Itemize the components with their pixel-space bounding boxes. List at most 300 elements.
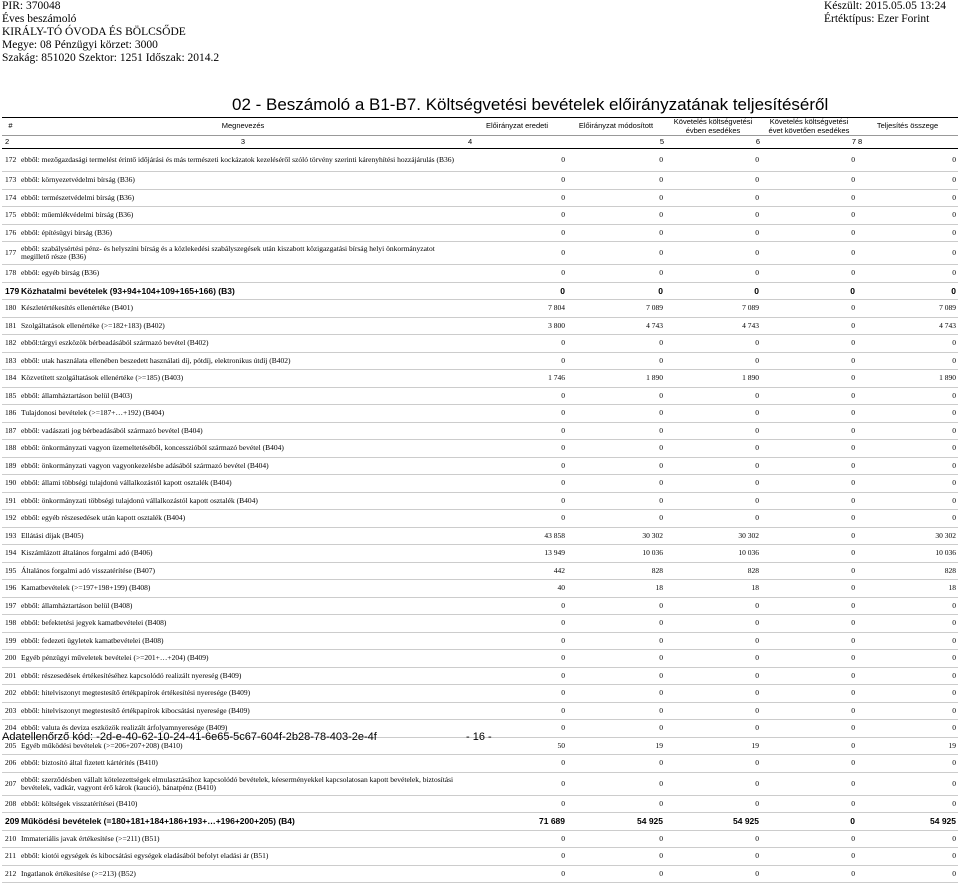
value-modified: 7 089 xyxy=(567,300,665,318)
value-fulfilled: 0 xyxy=(857,475,958,493)
value-receivable-next: 0 xyxy=(761,422,857,440)
value-fulfilled: 828 xyxy=(857,562,958,580)
row-name: ebből: természetvédelmi bírság (B36) xyxy=(19,189,467,207)
row-code: 185 xyxy=(2,387,19,405)
value-original: 0 xyxy=(467,685,567,703)
table-row xyxy=(2,405,958,423)
table-row xyxy=(2,370,958,388)
value-fulfilled: 0 xyxy=(857,632,958,650)
value-receivable-current: 0 xyxy=(665,242,761,265)
row-name: ebből: kiotói egységek és kibocsátási egységek eladásából befolyt eladási ár (B51) xyxy=(19,848,467,866)
value-fulfilled: 0 xyxy=(857,597,958,615)
value-fulfilled: 30 302 xyxy=(857,527,958,545)
value-fulfilled: 0 xyxy=(857,335,958,353)
value-receivable-next: 0 xyxy=(761,352,857,370)
value-fulfilled: 0 xyxy=(857,265,958,283)
table-row xyxy=(2,317,958,335)
created-timestamp: Készült: 2015.05.05 13:24 xyxy=(823,0,946,12)
table-row xyxy=(2,813,958,831)
table-row xyxy=(2,457,958,475)
row-name: ebből: fedezeti ügyletek kamatbevételei (B408) xyxy=(19,632,467,650)
value-original: 0 xyxy=(467,457,567,475)
value-receivable-current: 0 xyxy=(665,282,761,300)
value-fulfilled: 0 xyxy=(857,702,958,720)
value-original: 7 804 xyxy=(467,300,567,318)
value-fulfilled: 0 xyxy=(857,755,958,773)
value-receivable-next: 0 xyxy=(761,172,857,190)
row-code: 181 xyxy=(2,317,19,335)
row-name: ebből: vadászati jog bérbeadásából származó bevétel (B404) xyxy=(19,422,467,440)
value-original: 0 xyxy=(467,265,567,283)
row-code: 205 xyxy=(2,737,19,755)
value-original: 71 689 xyxy=(467,813,567,831)
value-receivable-current: 0 xyxy=(665,650,761,668)
value-receivable-current: 7 089 xyxy=(665,300,761,318)
value-original: 1 746 xyxy=(467,370,567,388)
value-original: 0 xyxy=(467,650,567,668)
table-row xyxy=(2,562,958,580)
value-fulfilled: 0 xyxy=(857,510,958,528)
value-modified: 0 xyxy=(567,224,665,242)
value-fulfilled: 0 xyxy=(857,242,958,265)
value-modified: 0 xyxy=(567,848,665,866)
table-row xyxy=(2,848,958,866)
table-row xyxy=(2,510,958,528)
value-fulfilled: 0 xyxy=(857,772,958,795)
value-modified: 0 xyxy=(567,615,665,633)
report-type: Éves beszámoló xyxy=(2,13,77,25)
report-header-left xyxy=(2,0,219,65)
value-modified: 0 xyxy=(567,405,665,423)
value-modified: 0 xyxy=(567,685,665,703)
value-receivable-next: 0 xyxy=(761,405,857,423)
value-receivable-current: 0 xyxy=(665,422,761,440)
row-code: 172 xyxy=(2,149,19,172)
table-row xyxy=(2,545,958,563)
pir-line: PIR: 370048 xyxy=(2,0,61,12)
value-receivable-next: 0 xyxy=(761,510,857,528)
value-receivable-current: 0 xyxy=(665,492,761,510)
table-row xyxy=(2,650,958,668)
value-original: 0 xyxy=(467,632,567,650)
value-receivable-current: 0 xyxy=(665,720,761,738)
value-receivable-current: 0 xyxy=(665,335,761,353)
value-modified: 0 xyxy=(567,650,665,668)
value-receivable-current: 0 xyxy=(665,405,761,423)
row-code: 204 xyxy=(2,720,19,738)
table-row xyxy=(2,597,958,615)
row-name: ebből: műemlékvédelmi bírság (B36) xyxy=(19,207,467,225)
report-header-right xyxy=(824,0,946,26)
table-row xyxy=(2,527,958,545)
table-row xyxy=(2,830,958,848)
value-fulfilled: 0 xyxy=(857,149,958,172)
value-modified: 0 xyxy=(567,189,665,207)
row-name: ebből: hitelviszonyt megtestesítő értékpapírok értékesítési nyeresége (B409) xyxy=(19,685,467,703)
row-code: 202 xyxy=(2,685,19,703)
value-receivable-next: 0 xyxy=(761,650,857,668)
page-title: 02 - Beszámoló a B1-B7. Költségvetési bevételek előirányzatának teljesítéséről xyxy=(232,95,829,114)
value-receivable-current: 0 xyxy=(665,755,761,773)
value-modified: 0 xyxy=(567,667,665,685)
value-receivable-next: 0 xyxy=(761,795,857,813)
row-code: 173 xyxy=(2,172,19,190)
row-code: 182 xyxy=(2,335,19,353)
value-receivable-next: 0 xyxy=(761,865,857,883)
verification-code: Adatellenőrző kód: -2d-e-40-62-10-24-41-6e65-5c67-604f-2b28-78-403-2e-4f xyxy=(2,731,377,743)
value-receivable-next: 0 xyxy=(761,440,857,458)
value-modified: 0 xyxy=(567,440,665,458)
value-receivable-next: 0 xyxy=(761,667,857,685)
value-receivable-current: 0 xyxy=(665,848,761,866)
value-receivable-current: 10 036 xyxy=(665,545,761,563)
value-modified: 0 xyxy=(567,865,665,883)
value-receivable-current: 0 xyxy=(665,149,761,172)
table-row xyxy=(2,475,958,493)
row-code: 179 xyxy=(2,282,19,300)
row-name: ebből: valuta és deviza eszközök realizált árfolyamnyeresége (B409) xyxy=(19,720,467,738)
value-fulfilled: 54 925 xyxy=(857,813,958,831)
value-fulfilled: 0 xyxy=(857,492,958,510)
value-original: 3 800 xyxy=(467,317,567,335)
table-row xyxy=(2,282,958,300)
value-receivable-current: 0 xyxy=(665,352,761,370)
value-modified: 0 xyxy=(567,597,665,615)
col-number: 4 xyxy=(467,136,567,149)
row-code: 175 xyxy=(2,207,19,225)
value-receivable-next: 0 xyxy=(761,755,857,773)
revenue-table xyxy=(2,117,958,883)
value-receivable-current: 0 xyxy=(665,457,761,475)
row-name: ebből: környezetvédelmi bírság (B36) xyxy=(19,172,467,190)
value-modified: 0 xyxy=(567,207,665,225)
value-receivable-next: 0 xyxy=(761,335,857,353)
value-original: 442 xyxy=(467,562,567,580)
row-name: Egyéb pénzügyi műveletek bevételei (>=201+…+204) (B409) xyxy=(19,650,467,668)
value-receivable-next: 0 xyxy=(761,189,857,207)
row-name: Közhatalmi bevételek (93+94+104+109+165+166) (B3) xyxy=(19,282,467,300)
value-receivable-current: 0 xyxy=(665,615,761,633)
value-fulfilled: 0 xyxy=(857,422,958,440)
row-code: 206 xyxy=(2,755,19,773)
value-receivable-current: 18 xyxy=(665,580,761,598)
value-modified: 0 xyxy=(567,475,665,493)
value-modified: 0 xyxy=(567,172,665,190)
value-original: 13 949 xyxy=(467,545,567,563)
table-row xyxy=(2,865,958,883)
value-receivable-next: 0 xyxy=(761,300,857,318)
value-fulfilled: 0 xyxy=(857,667,958,685)
value-original: 0 xyxy=(467,387,567,405)
value-receivable-next: 0 xyxy=(761,242,857,265)
row-name: ebből: szerződésben vállalt kötelezettségek elmulasztásához kapcsolódó bevételek, kéeserményekkel kapcsolatosan kapott bevételek, biztosítási bevételek, vadkár, vagyont érő károk (kaució), bánatpénz (B410) xyxy=(19,772,467,795)
row-code: 200 xyxy=(2,650,19,668)
value-original: 0 xyxy=(467,510,567,528)
value-receivable-current: 0 xyxy=(665,207,761,225)
value-original: 40 xyxy=(467,580,567,598)
value-modified: 0 xyxy=(567,702,665,720)
value-modified: 0 xyxy=(567,632,665,650)
row-name: ebből: államháztartáson belül (B403) xyxy=(19,387,467,405)
value-original: 43 858 xyxy=(467,527,567,545)
value-receivable-next: 0 xyxy=(761,615,857,633)
table-row xyxy=(2,795,958,813)
value-fulfilled: 0 xyxy=(857,830,958,848)
value-modified: 0 xyxy=(567,422,665,440)
row-code: 198 xyxy=(2,615,19,633)
row-name: ebből: önkormányzati vagyon vagyonkezelésbe adásából származó bevétel (B404) xyxy=(19,457,467,475)
value-receivable-current: 0 xyxy=(665,510,761,528)
value-fulfilled: 0 xyxy=(857,685,958,703)
value-original: 0 xyxy=(467,242,567,265)
value-fulfilled: 0 xyxy=(857,795,958,813)
value-original: 0 xyxy=(467,492,567,510)
col-number: 6 xyxy=(665,136,761,149)
value-fulfilled: 0 xyxy=(857,650,958,668)
table-row xyxy=(2,224,958,242)
row-code: 203 xyxy=(2,702,19,720)
row-code: 189 xyxy=(2,457,19,475)
value-original: 50 xyxy=(467,737,567,755)
value-original: 0 xyxy=(467,848,567,866)
table-row xyxy=(2,755,958,773)
value-original: 0 xyxy=(467,615,567,633)
value-receivable-current: 1 890 xyxy=(665,370,761,388)
value-fulfilled: 0 xyxy=(857,440,958,458)
value-modified: 0 xyxy=(567,457,665,475)
value-fulfilled: 0 xyxy=(857,352,958,370)
row-name: Működési bevételek (=180+181+184+186+193+…+196+200+205) (B4) xyxy=(19,813,467,831)
col-number: 3 xyxy=(19,136,467,149)
value-receivable-current: 0 xyxy=(665,865,761,883)
value-original: 0 xyxy=(467,207,567,225)
row-code: 210 xyxy=(2,830,19,848)
value-fulfilled: 19 xyxy=(857,737,958,755)
row-name: ebből:tárgyi eszközök bérbeadásából származó bevétel (B402) xyxy=(19,335,467,353)
value-receivable-next: 0 xyxy=(761,370,857,388)
sector-line: Szakág: 851020 Szektor: 1251 Időszak: 2014.2 xyxy=(2,52,220,64)
row-name: Kiszámlázott általános forgalmi adó (B406) xyxy=(19,545,467,563)
table-row xyxy=(2,702,958,720)
value-original: 0 xyxy=(467,422,567,440)
col-number: 8 xyxy=(857,136,958,149)
row-code: 207 xyxy=(2,772,19,795)
value-original: 0 xyxy=(467,865,567,883)
row-code: 180 xyxy=(2,300,19,318)
row-name: ebből: hitelviszonyt megtestesítő értékpapírok kibocsátási nyeresége (B409) xyxy=(19,702,467,720)
row-name: ebből: államháztartáson belül (B408) xyxy=(19,597,467,615)
value-modified: 54 925 xyxy=(567,813,665,831)
value-modified: 0 xyxy=(567,795,665,813)
value-modified: 4 743 xyxy=(567,317,665,335)
value-modified: 19 xyxy=(567,737,665,755)
value-receivable-next: 0 xyxy=(761,457,857,475)
value-modified: 0 xyxy=(567,352,665,370)
value-original: 0 xyxy=(467,189,567,207)
value-receivable-current: 0 xyxy=(665,772,761,795)
value-fulfilled: 0 xyxy=(857,224,958,242)
row-code: 186 xyxy=(2,405,19,423)
table-row xyxy=(2,632,958,650)
row-code: 174 xyxy=(2,189,19,207)
value-receivable-current: 0 xyxy=(665,702,761,720)
row-code: 209 xyxy=(2,813,19,831)
value-receivable-next: 0 xyxy=(761,317,857,335)
value-receivable-next: 0 xyxy=(761,580,857,598)
value-fulfilled: 4 743 xyxy=(857,317,958,335)
value-original: 0 xyxy=(467,720,567,738)
row-name: Ingatlanok értékesítése (>=213) (B52) xyxy=(19,865,467,883)
table-row xyxy=(2,492,958,510)
value-receivable-next: 0 xyxy=(761,632,857,650)
value-fulfilled: 1 890 xyxy=(857,370,958,388)
table-row xyxy=(2,265,958,283)
value-receivable-next: 0 xyxy=(761,685,857,703)
table-row xyxy=(2,300,958,318)
row-name: ebből: egyéb bírság (B36) xyxy=(19,265,467,283)
value-receivable-next: 0 xyxy=(761,737,857,755)
value-receivable-current: 0 xyxy=(665,795,761,813)
value-receivable-next: 0 xyxy=(761,265,857,283)
row-code: 184 xyxy=(2,370,19,388)
table-row xyxy=(2,149,958,172)
value-receivable-current: 0 xyxy=(665,830,761,848)
row-name: ebből: utak használata ellenében beszedett használati díj, pótdíj, elektronikus útdíj (B402) xyxy=(19,352,467,370)
value-receivable-current: 30 302 xyxy=(665,527,761,545)
column-header-row xyxy=(2,118,958,136)
row-code: 178 xyxy=(2,265,19,283)
row-name: Immateriális javak értékesítése (>=211) (B51) xyxy=(19,830,467,848)
row-code: 183 xyxy=(2,352,19,370)
value-modified: 0 xyxy=(567,492,665,510)
col-number: 7 xyxy=(761,136,857,149)
value-receivable-next: 0 xyxy=(761,527,857,545)
value-original: 0 xyxy=(467,702,567,720)
column-number-row xyxy=(2,136,958,149)
value-modified: 1 890 xyxy=(567,370,665,388)
col-header-fulfilled: Teljesítés összege xyxy=(857,118,958,136)
value-fulfilled: 0 xyxy=(857,848,958,866)
row-name: ebből: költségek visszatérítései (B410) xyxy=(19,795,467,813)
value-original: 0 xyxy=(467,282,567,300)
value-original: 0 xyxy=(467,405,567,423)
value-receivable-current: 0 xyxy=(665,265,761,283)
page-number: - 16 - xyxy=(466,731,492,743)
value-receivable-next: 0 xyxy=(761,830,857,848)
table-row xyxy=(2,667,958,685)
institution-name: KIRÁLY-TÓ ÓVODA ÉS BÖLCSŐDE xyxy=(2,26,186,38)
value-receivable-next: 0 xyxy=(761,475,857,493)
row-code: 196 xyxy=(2,580,19,598)
row-name: Ellátási díjak (B405) xyxy=(19,527,467,545)
value-original: 0 xyxy=(467,224,567,242)
table-row xyxy=(2,207,958,225)
row-code: 188 xyxy=(2,440,19,458)
value-fulfilled: 0 xyxy=(857,172,958,190)
value-fulfilled: 0 xyxy=(857,387,958,405)
row-code: 194 xyxy=(2,545,19,563)
col-header-index: # xyxy=(2,118,19,136)
value-receivable-current: 0 xyxy=(665,189,761,207)
row-name: ebből: mezőgazdasági termelést érintő időjárási és más természeti kockázatok kezeléséről szóló törvény szerinti kárenyhítési hozzájárulás (B36) xyxy=(19,149,467,172)
row-code: 195 xyxy=(2,562,19,580)
value-receivable-current: 0 xyxy=(665,667,761,685)
row-code: 192 xyxy=(2,510,19,528)
value-receivable-next: 0 xyxy=(761,492,857,510)
value-original: 0 xyxy=(467,597,567,615)
value-fulfilled: 0 xyxy=(857,720,958,738)
table-row xyxy=(2,422,958,440)
value-receivable-current: 4 743 xyxy=(665,317,761,335)
value-fulfilled: 10 036 xyxy=(857,545,958,563)
value-modified: 0 xyxy=(567,242,665,265)
value-original: 0 xyxy=(467,830,567,848)
row-name: Készletértékesítés ellenértéke (B401) xyxy=(19,300,467,318)
value-original: 0 xyxy=(467,440,567,458)
table-row xyxy=(2,335,958,353)
row-name: ebből: biztosító által fizetett kártérítés (B410) xyxy=(19,755,467,773)
value-fulfilled: 7 089 xyxy=(857,300,958,318)
value-fulfilled: 0 xyxy=(857,207,958,225)
row-name: ebből: építésügyi bírság (B36) xyxy=(19,224,467,242)
row-code: 177 xyxy=(2,242,19,265)
row-name: ebből: önkormányzati vagyon üzemeltetéséből, koncesszióból származó bevétel (B404) xyxy=(19,440,467,458)
value-receivable-next: 0 xyxy=(761,387,857,405)
value-original: 0 xyxy=(467,755,567,773)
row-name: ebből: önkormányzati többségi tulajdonú vállalkozástól kapott osztalék (B404) xyxy=(19,492,467,510)
col-number: 2 xyxy=(2,136,19,149)
row-name: Közvetített szolgáltatások ellenértéke (>=185) (B403) xyxy=(19,370,467,388)
value-original: 0 xyxy=(467,352,567,370)
value-modified: 0 xyxy=(567,720,665,738)
value-receivable-next: 0 xyxy=(761,848,857,866)
row-code: 201 xyxy=(2,667,19,685)
row-name: Tulajdonosi bevételek (>=187+…+192) (B404) xyxy=(19,405,467,423)
value-receivable-next: 0 xyxy=(761,597,857,615)
row-code: 187 xyxy=(2,422,19,440)
value-receivable-next: 0 xyxy=(761,282,857,300)
value-modified: 828 xyxy=(567,562,665,580)
value-receivable-next: 0 xyxy=(761,772,857,795)
row-name: ebből: állami többségi tulajdonú vállalkozástól kapott osztalék (B404) xyxy=(19,475,467,493)
value-type: Értéktípus: Ezer Forint xyxy=(823,13,930,25)
row-name: Egyéb működési bevételek (>=206+207+208) (B410) xyxy=(19,737,467,755)
value-modified: 30 302 xyxy=(567,527,665,545)
row-code: 212 xyxy=(2,865,19,883)
col-header-receivable-current: Követelés költségvetési évben esedékes xyxy=(665,118,761,136)
table-row xyxy=(2,352,958,370)
value-receivable-current: 19 xyxy=(665,737,761,755)
row-name: ebből: részesedések értékesítéséhez kapcsolódó realizált nyereség (B409) xyxy=(19,667,467,685)
table-row xyxy=(2,440,958,458)
value-fulfilled: 0 xyxy=(857,405,958,423)
value-receivable-next: 0 xyxy=(761,207,857,225)
value-original: 0 xyxy=(467,772,567,795)
value-receivable-next: 0 xyxy=(761,149,857,172)
table-row xyxy=(2,615,958,633)
value-receivable-next: 0 xyxy=(761,702,857,720)
row-code: 193 xyxy=(2,527,19,545)
table-row xyxy=(2,387,958,405)
col-header-receivable-next: Követelés költségvetési évet követően esedékes xyxy=(761,118,857,136)
value-modified: 18 xyxy=(567,580,665,598)
row-code: 211 xyxy=(2,848,19,866)
value-fulfilled: 0 xyxy=(857,615,958,633)
value-modified: 0 xyxy=(567,830,665,848)
table-row xyxy=(2,685,958,703)
value-receivable-current: 828 xyxy=(665,562,761,580)
value-receivable-next: 0 xyxy=(761,720,857,738)
